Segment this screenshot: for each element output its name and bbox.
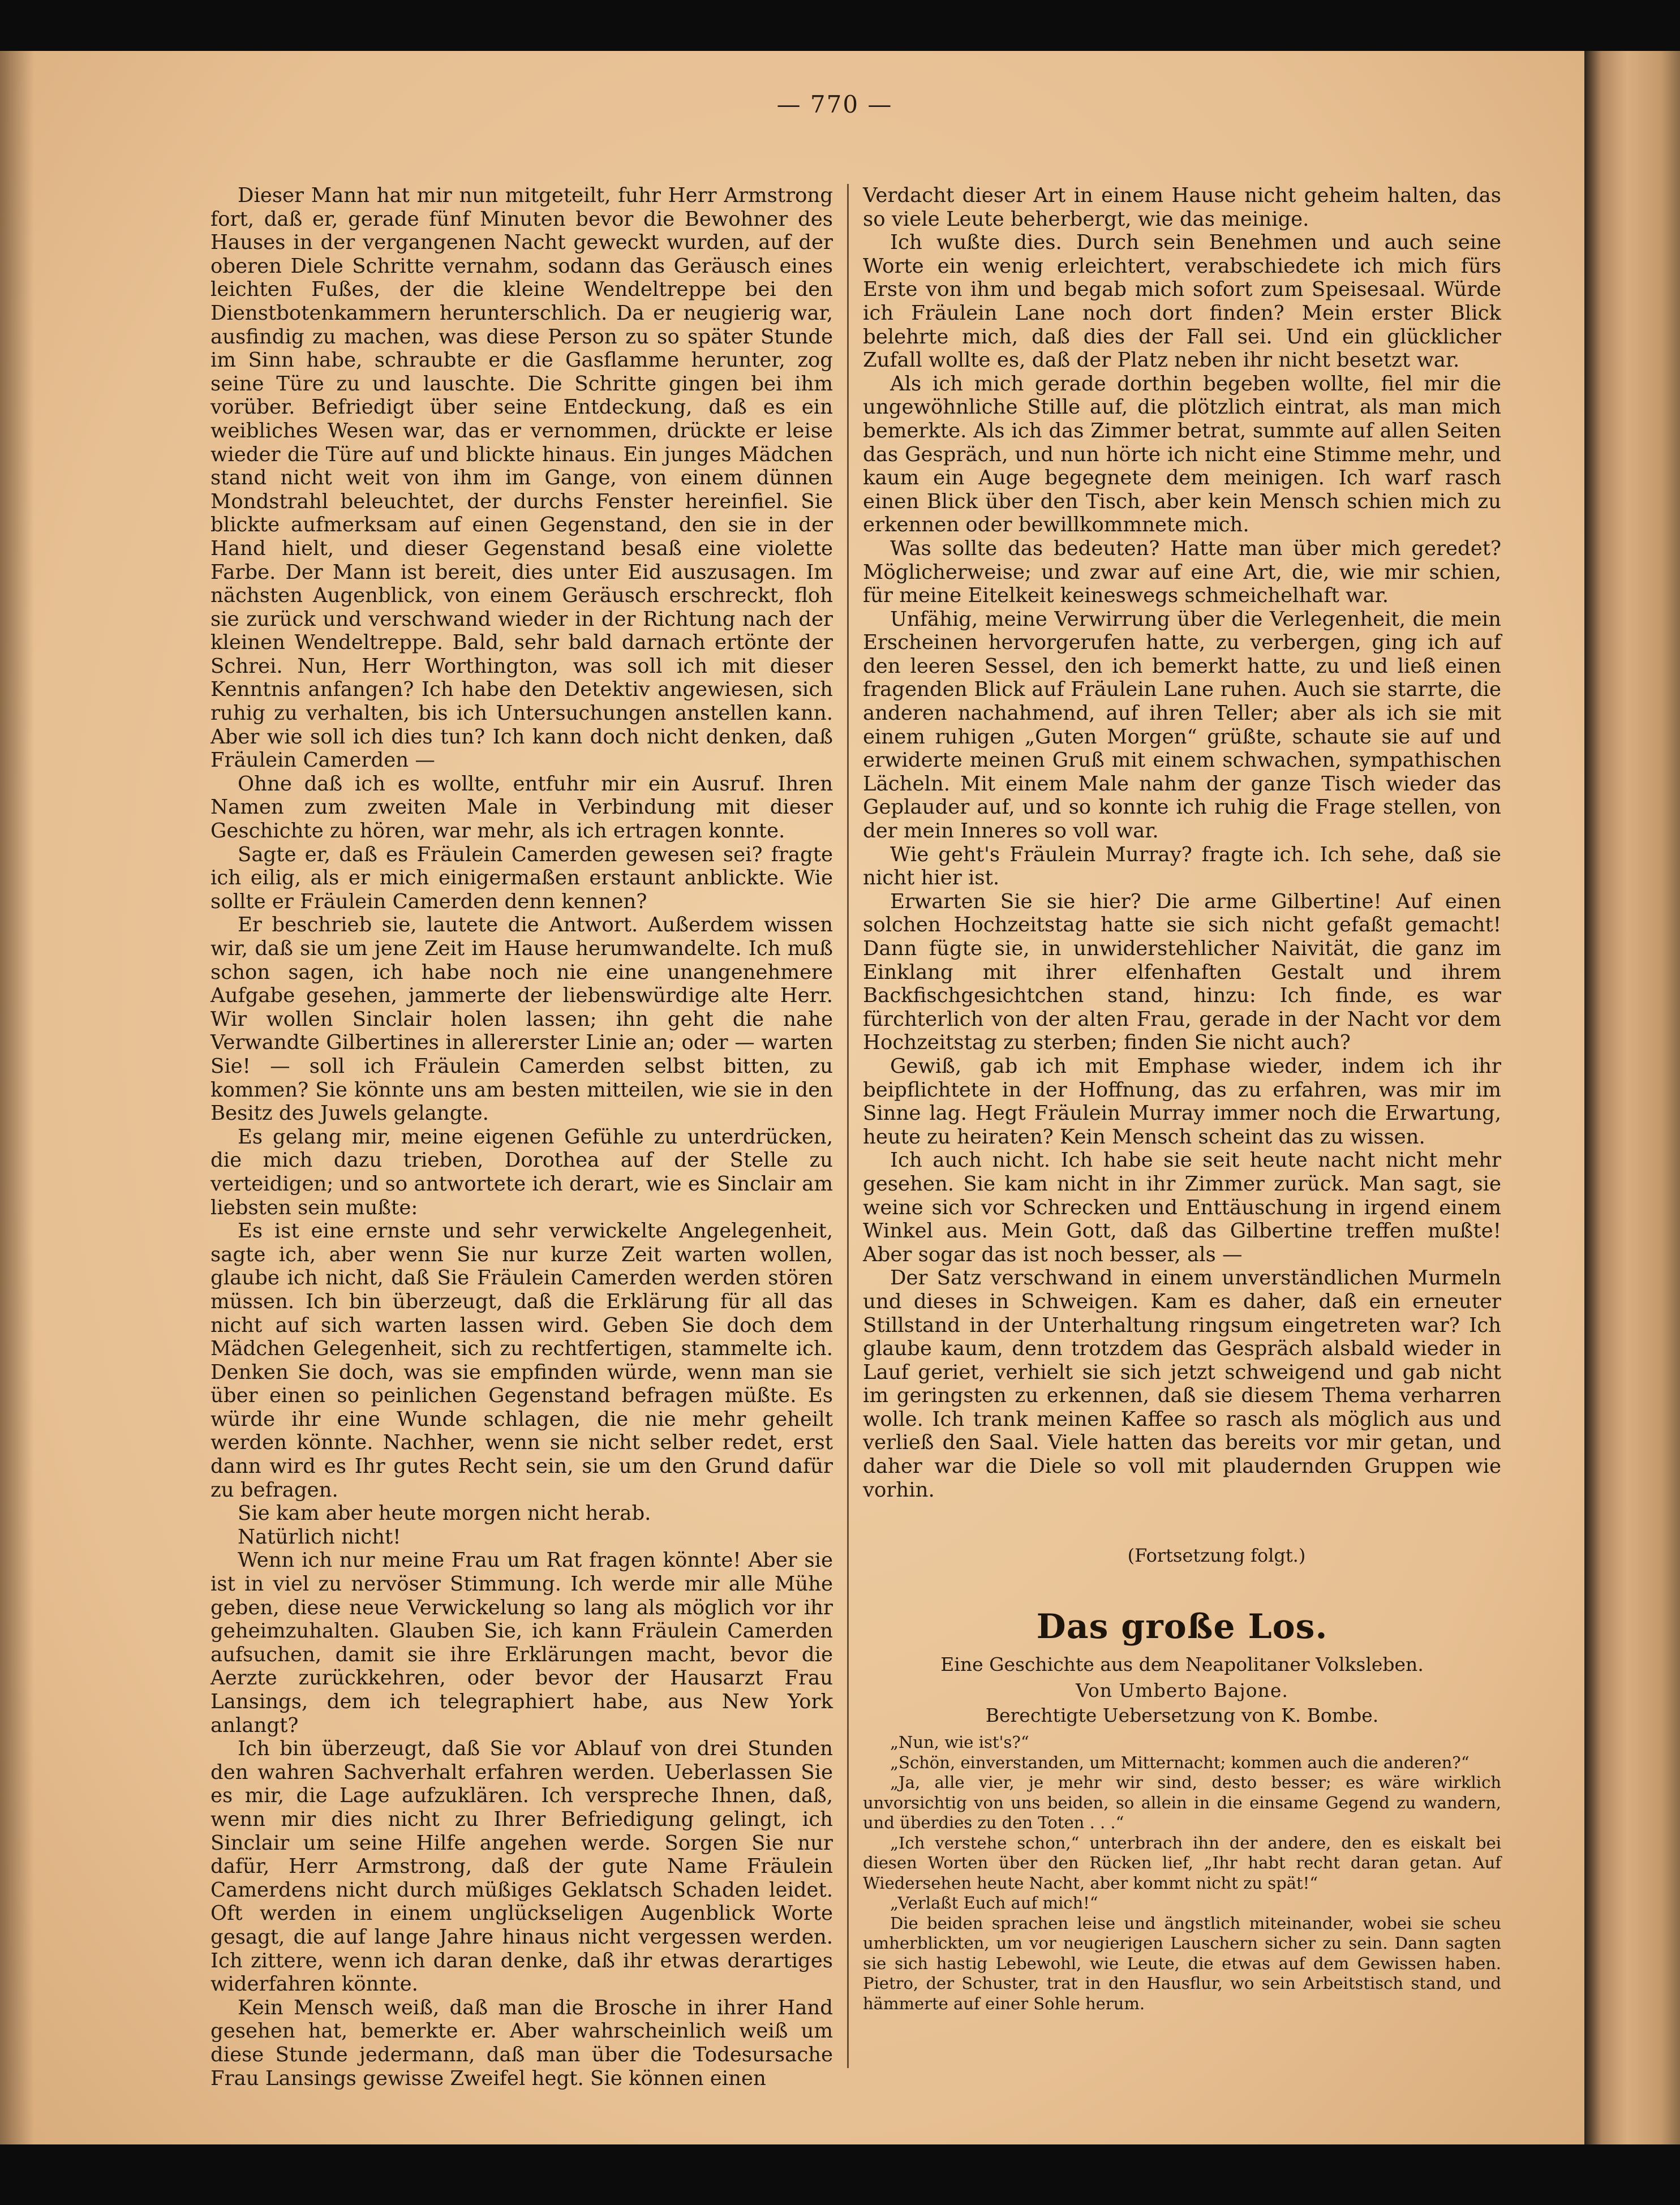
story-paragraph: „Schön, einverstanden, um Mitternacht; kommen auch die anderen?“ [890,1752,1470,1772]
binding-shadow [0,51,34,2144]
story-paragraph: „Nun, wie ist's?“ [890,1733,1029,1752]
story-paragraph: „Ja, alle vier, je mehr wir sind, desto besser; es wäre wirklich unvorsichtig von uns beiden, so allein in die einsame Gegend zu wandern, und überdies zu den Toten . . .“ [863,1773,1501,1832]
paragraph: Wie geht's Fräulein Murray? fragte ich. Ich sehe, daß sie nicht hier ist. [863,843,1501,890]
paragraph: Kein Mensch weiß, daß man die Brosche in ihrer Hand gesehen hat, bemerkte er. Aber wahrscheinlich weiß um diese Stunde jedermann, daß man über die Todesursache Frau Lansings gewisse Zweifel hegt. Sie können einen [210,1996,833,2090]
paragraph: Ich auch nicht. Ich habe sie seit heute nacht nicht mehr gesehen. Sie kam nicht in ihr Zimmer zurück. Man sagt, sie weine sich vor Schrecken und Enttäuschung in irgend einem Winkel aus. Mein Gott, daß das Gilbertine treffen mußte! Aber sogar das ist noch besser, als — [863,1149,1501,1266]
paragraph: Ich bin überzeugt, daß Sie vor Ablauf von drei Stunden den wahren Sachverhalt erfahren werden. Ueberlassen Sie es mir, die Lage aufzuklären. Ich verspreche Ihnen, daß, wenn mir dies nicht zu Ihrer Befriedigung gelingt, ich Sinclair um seine Hilfe angehen werde. Sorgen Sie nur dafür, Herr Armstrong, daß der gute Name Fräulein Camerdens nicht durch müßiges Geklatsch Schaden leidet. Oft werden in einem unglückseligen Augenblick Worte gesagt, die auf lange Jahre hinaus nicht vergessen werden. Ich zittere, wenn ich daran denke, daß ihr etwas derartiges widerfahren könnte. [210,1737,833,1996]
paragraph: Es gelang mir, meine eigenen Gefühle zu unterdrücken, die mich dazu trieben, Dorothea auf der Stelle zu verteidigen; und so antwortete ich derart, wie es Sinclair am liebsten sein mußte: [210,1125,833,1219]
paragraph: Sagte er, daß es Fräulein Camerden gewesen sei? fragte ich eilig, als er mich einigermaßen erstaunt anblickte. Wie sollte er Fräulein Camerden denn kennen? [210,843,833,913]
continued-note: (Fortsetzung folgt.) [1127,1545,1306,1566]
story-translation-credit: Berechtigte Uebersetzung von K. Bombe. [985,1704,1379,1726]
column-divider [847,184,849,2068]
facing-page-edge [1584,51,1680,2144]
story-paragraph: „Ich verstehe schon,“ unterbrach ihn der andere, den es eiskalt bei diesen Worten über den Rücken lief, „Ihr habt recht daran getan. Auf Wiedersehen heute Nacht, aber kommt nicht zu spät!“ [863,1833,1501,1893]
paragraph: Erwarten Sie sie hier? Die arme Gilbertine! Auf einen solchen Hochzeitstag hatte sie sich nicht gefaßt gemacht! Dann fügte sie, in unwiderstehlicher Naivität, die ganz im Einklang mit ihrer elfenhaften Gestalt und ihrem Backfischgesichtchen stand, hinzu: Ich finde, es war fürchterlich von der alten Frau, gerade in der Nacht vor dem Hochzeitstag zu sterben; finden Sie nicht auch? [863,889,1501,1055]
paragraph: Natürlich nicht! [238,1525,401,1549]
paragraph: Sie kam aber heute morgen nicht herab. [238,1502,651,1525]
story-paragraph: Die beiden sprachen leise und ängstlich miteinander, wobei sie scheu umherblickten, um vor neugierigen Lauschern sicher zu sein. Dann sagten sie sich hastig Lebewohl, wie Leute, die etwas auf dem Gewissen haben. Pietro, der Schuster, trat in den Hausflur, wo sein Arbeitstisch stand, und hämmerte auf einer Sohle herum. [863,1913,1501,2013]
paragraph: Gewiß, gab ich mit Emphase wieder, indem ich ihr beipflichtete in der Hoffnung, das zu erfahren, was mir im Sinne lag. Hegt Fräulein Murray immer noch die Erwartung, heute zu heiraten? Kein Mensch scheint das zu wissen. [863,1054,1501,1149]
paragraph: Ich wußte dies. Durch sein Benehmen und auch seine Worte ein wenig erleichtert, verabschiedete ich mich fürs Erste von ihm und begab mich sofort zum Speisesaal. Würde ich Fräulein Lane noch dort finden? Mein erster Blick belehrte mich, daß dies der Fall sei. Und ein glücklicher Zufall wollte es, daß der Platz neben ihr nicht besetzt war. [863,231,1501,372]
paragraph: Verdacht dieser Art in einem Hause nicht geheim halten, das so viele Leute beherbergt, wie das meinige. [863,184,1501,231]
paragraph: Es ist eine ernste und sehr verwickelte Angelegenheit, sagte ich, aber wenn Sie nur kurze Zeit warten wollen, glaube ich nicht, daß Sie Fräulein Camerden werden stören müssen. Ich bin überzeugt, daß die Erklärung für all das nicht auf sich warten lassen wird. Geben Sie doch dem Mädchen Gelegenheit, sich zu rechtfertigen, stammelte ich. Denken Sie doch, was sie empfinden würde, wenn man sie über einen so peinlichen Gegenstand befragen müßte. Es würde ihr eine Wunde schlagen, die nie mehr geheilt werden könnte. Nachher, wenn sie nicht selber redet, erst dann wird es Ihr gutes Recht sein, sie um den Grund dafür zu befragen. [210,1219,833,1502]
paragraph: Der Satz verschwand in einem unverständlichen Murmeln und dieses in Schweigen. Kam es daher, daß ein erneuter Stillstand in der Unterhaltung ringsum eingetreten war? Ich glaube kaum, denn trotzdem das Gespräch alsbald wieder in Lauf geriet, verhielt sie sich jetzt schweigend und gab nicht im geringsten zu erkennen, daß sie diesem Thema verharren wolle. Ich trank meinen Kaffee so rasch als möglich aus und verließ den Saal. Viele hatten das bereits vor mir getan, und daher war die Diele so voll mit plaudernden Gruppen wie vorhin. [863,1266,1501,1502]
paragraph: Was sollte das bedeuten? Hatte man über mich geredet? Möglicherweise; und zwar auf eine Art, die, wie mir schien, für meine Eitelkeit keineswegs schmeichelhaft war. [863,536,1501,608]
paragraph: Wenn ich nur meine Frau um Rat fragen könnte! Aber sie ist in viel zu nervöser Stimmung. Ich werde mir alle Mühe geben, diese neue Verwickelung so lang als möglich vor ihr geheimzuhalten. Glauben Sie, ich kann Fräulein Camerden aufsuchen, damit sie ihre Erklärungen macht, bevor die Aerzte zurückkehren, oder bevor der Hausarzt Frau Lansings, dem ich telegraphiert habe, aus New York anlangt? [210,1549,833,1737]
right-column [863,184,1501,1502]
paragraph: Als ich mich gerade dorthin begeben wollte, fiel mir die ungewöhnliche Stille auf, die plötzlich eintrat, als man mich bemerkte. Als ich das Zimmer betrat, summte auf allen Seiten das Gespräch, und nun hörte ich nicht eine Stimme mehr, und kaum ein Auge begegnete dem meinigen. Ich warf rasch einen Blick über den Tisch, aber kein Mensch schien mich zu erkennen oder bewillkommnete mich. [863,372,1501,537]
left-column [210,184,833,2091]
page-number: — 770 — [776,91,893,118]
story-paragraph: „Verlaßt Euch auf mich!“ [890,1893,1098,1912]
story-title: Das große Los. [1036,1607,1328,1647]
story-author: Von Umberto Bajone. [1076,1679,1288,1701]
story-body [863,1733,1501,2049]
paragraph: Er beschrieb sie, lautete die Antwort. Außerdem wissen wir, daß sie um jene Zeit im Hause herumwandelte. Ich muß schon sagen, ich habe noch nie eine unangenehmere Aufgabe gesehen, jammerte der liebenswürdige alte Herr. Wir wollen Sinclair holen lassen; ihn geht die nahe Verwandte Gilbertines in allererster Linie an; oder — warten Sie! — soll ich Fräulein Camerden selbst bitten, zu kommen? Sie könnte uns am besten mitteilen, wie sie in den Besitz des Juwels gelangte. [210,913,833,1125]
paragraph: Ohne daß ich es wollte, entfuhr mir ein Ausruf. Ihren Namen zum zweiten Male in Verbindung mit dieser Geschichte zu hören, war mehr, als ich ertragen konnte. [210,772,833,843]
paragraph: Dieser Mann hat mir nun mitgeteilt, fuhr Herr Armstrong fort, daß er, gerade fünf Minuten bevor die Bewohner des Hauses in der vergangenen Nacht geweckt wurden, auf der oberen Diele Schritte vernahm, sodann das Geräusch eines leichten Fußes, der die kleine Wendeltreppe bei den Dienstbotenkammern herunterschlich. Da er neugierig war, ausfindig zu machen, was diese Person zu so später Stunde im Sinn habe, schraubte er die Gasflamme herunter, zog seine Türe zu und lauschte. Die Schritte gingen bei ihm vorüber. Befriedigt über seine Entdeckung, daß es ein weibliches Wesen war, das er vernommen, drückte er leise wieder die Türe auf und blickte hinaus. Ein junges Mädchen stand nicht weit von ihm im Gange, von einem dünnen Mondstrahl beleuchtet, der durchs Fenster hereinfiel. Sie blickte aufmerksam auf einen Gegenstand, den sie in der Hand hielt, und dieser Gegenstand besaß eine violette Farbe. Der Mann ist bereit, dies unter Eid auszusagen. Im nächsten Augenblick, von einem Geräusch erschreckt, floh sie zurück und verschwand wieder in der Richtung nach der kleinen Wendeltreppe. Bald, sehr bald darnach ertönte der Schrei. Nun, Herr Worthington, was soll ich mit dieser Kenntnis anfangen? Ich habe den Detektiv angewiesen, sich ruhig zu verhalten, bis ich Untersuchungen anstellen kann. Aber wie soll ich dies tun? Ich kann doch nicht denken, daß Fräulein Camerden — [210,184,833,772]
story-subtitle: Eine Geschichte aus dem Neapolitaner Volksleben. [940,1653,1424,1675]
paragraph: Unfähig, meine Verwirrung über die Verlegenheit, die mein Erscheinen hervorgerufen hatte, zu verbergen, ging ich auf den leeren Sessel, den ich bemerkt hatte, zu und ließ einen fragenden Blick auf Fräulein Lane ruhen. Auch sie starrte, die anderen nachahmend, auf ihren Teller; aber als ich sie mit einem ruhigen „Guten Morgen“ grüßte, schaute sie auf und erwiderte meinen Gruß mit einem schwachen, sympathischen Lächeln. Mit einem Male nahm der ganze Tisch wieder das Geplauder auf, und so konnte ich ruhig die Frage stellen, von der mein Inneres so voll war. [863,607,1501,843]
